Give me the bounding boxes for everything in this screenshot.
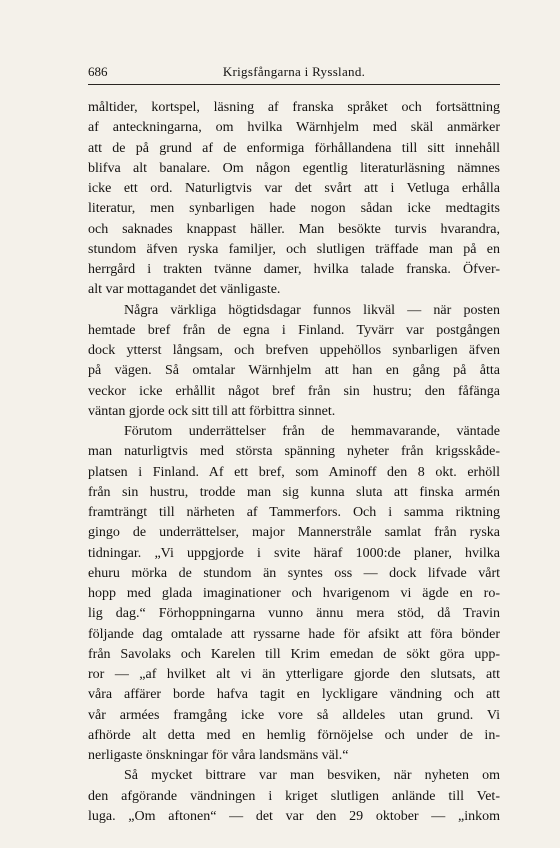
text-line: ehuru mörka de stundom än syntes oss — dock lifvade vårt — [88, 565, 500, 581]
text-line: luga. „Om aftonen“ — det var den 29 oktober — „inkom — [88, 808, 500, 824]
text-line: vår armées framgång icke vore så alldeles utan grund. Vi — [88, 707, 500, 723]
text-line: blifva alt banalare. Om någon egentlig literaturläsning nämnes — [88, 160, 500, 176]
body-text — [88, 98, 500, 827]
text-line: alt var mottagandet det vänligaste. — [88, 282, 281, 298]
text-line: hopp med glada imaginationer och hvarigenom vi ägde en ro- — [88, 586, 500, 601]
running-head — [88, 62, 500, 82]
text-line: framträngt till närheten af Tammerfors. Och i samma riktning — [88, 505, 500, 520]
text-line: från sin hustru, trodde man sig kunna sluta att finska armén — [88, 484, 500, 500]
text-line: från Savolaks och Karelen till Krim emedan de sökt göra upp- — [88, 646, 500, 662]
text-line: våra affärer borde hafva tagit en lyckligare vändning och att — [88, 687, 500, 703]
text-line: och saknades knappast häller. Man besökte turvis hvarandra, — [88, 221, 500, 237]
text-line: nerligaste önskningar för våra landsmäns väl.“ — [88, 748, 349, 763]
text-line: väntan gjorde ock sitt till att förbittra sinnet. — [88, 403, 336, 419]
text-line: dock ytterst långsam, och brefven uppehöllos synbarligen äfven — [88, 343, 500, 358]
text-line: platsen i Finland. Af ett bref, som Aminoff den 8 okt. erhöll — [88, 464, 500, 480]
running-head-title: Krigsfångarna i Ryssland. — [222, 64, 366, 79]
text-line: man naturligtvis med största spänning nyheter från krigsskåde- — [88, 444, 500, 460]
text-line: Några värkliga högtidsdagar funnos likväl — när posten — [124, 302, 500, 318]
text-line: att de på grund af de enformiga förhållandena till sitt innehåll — [88, 140, 500, 156]
text-line: stundom äfven ryska familjer, och slutligen träffade man på en — [88, 241, 500, 257]
text-line: den afgörande vändningen i kriget slutligen anlände till Vet- — [88, 788, 500, 804]
header-rule — [88, 84, 500, 85]
text-line: literatur, men synbarligen hade nogon sådan icke medtagits — [88, 201, 500, 217]
text-line: lig dag.“ Förhoppningarna vunno ännu mera stöd, då Travin — [88, 606, 500, 622]
text-line: ror — „af hvilket alt vi än ytterligare gjorde den slutsats, att — [88, 667, 500, 682]
text-line: gingo de underrättelser, major Mannerstråle samlat från ryska — [88, 525, 500, 541]
text-line: måltider, kortspel, läsning af franska språket och fortsättning — [88, 100, 500, 115]
text-line: hemtade bref från de egna i Finland. Tyvärr var postgången — [88, 322, 500, 338]
text-line: Så mycket bittrare var man besviken, när nyheten om — [124, 768, 500, 784]
text-line: af anteckningarna, om hvilka Wärnhjelm med skäl anmärker — [88, 120, 500, 136]
text-line: afhörde alt detta med en hemlig förnöjelse och under de in- — [88, 727, 500, 743]
text-line: herrgård i trakten tvänne damer, hvilka talade franska. Öfver- — [88, 262, 500, 277]
page-number: 686 — [88, 64, 108, 79]
text-line: icke ett ord. Naturligtvis var det svårt att i Vetluga erhålla — [88, 181, 500, 196]
text-line: tidningar. „Vi uppgjorde i svite häraf 1000:de planer, hvilka — [88, 545, 500, 561]
text-line: veckor icke erhållit något bref från sin hustru; den fåfänga — [88, 383, 500, 399]
text-line: följande dag omtalade att ryssarne hade för afsikt att föra bönder — [88, 626, 500, 642]
text-line: på vägen. Så omtalar Wärnhjelm att han en gång på åtta — [88, 363, 500, 379]
text-line: Förutom underrättelser från de hemmavarande, väntade — [124, 424, 500, 439]
